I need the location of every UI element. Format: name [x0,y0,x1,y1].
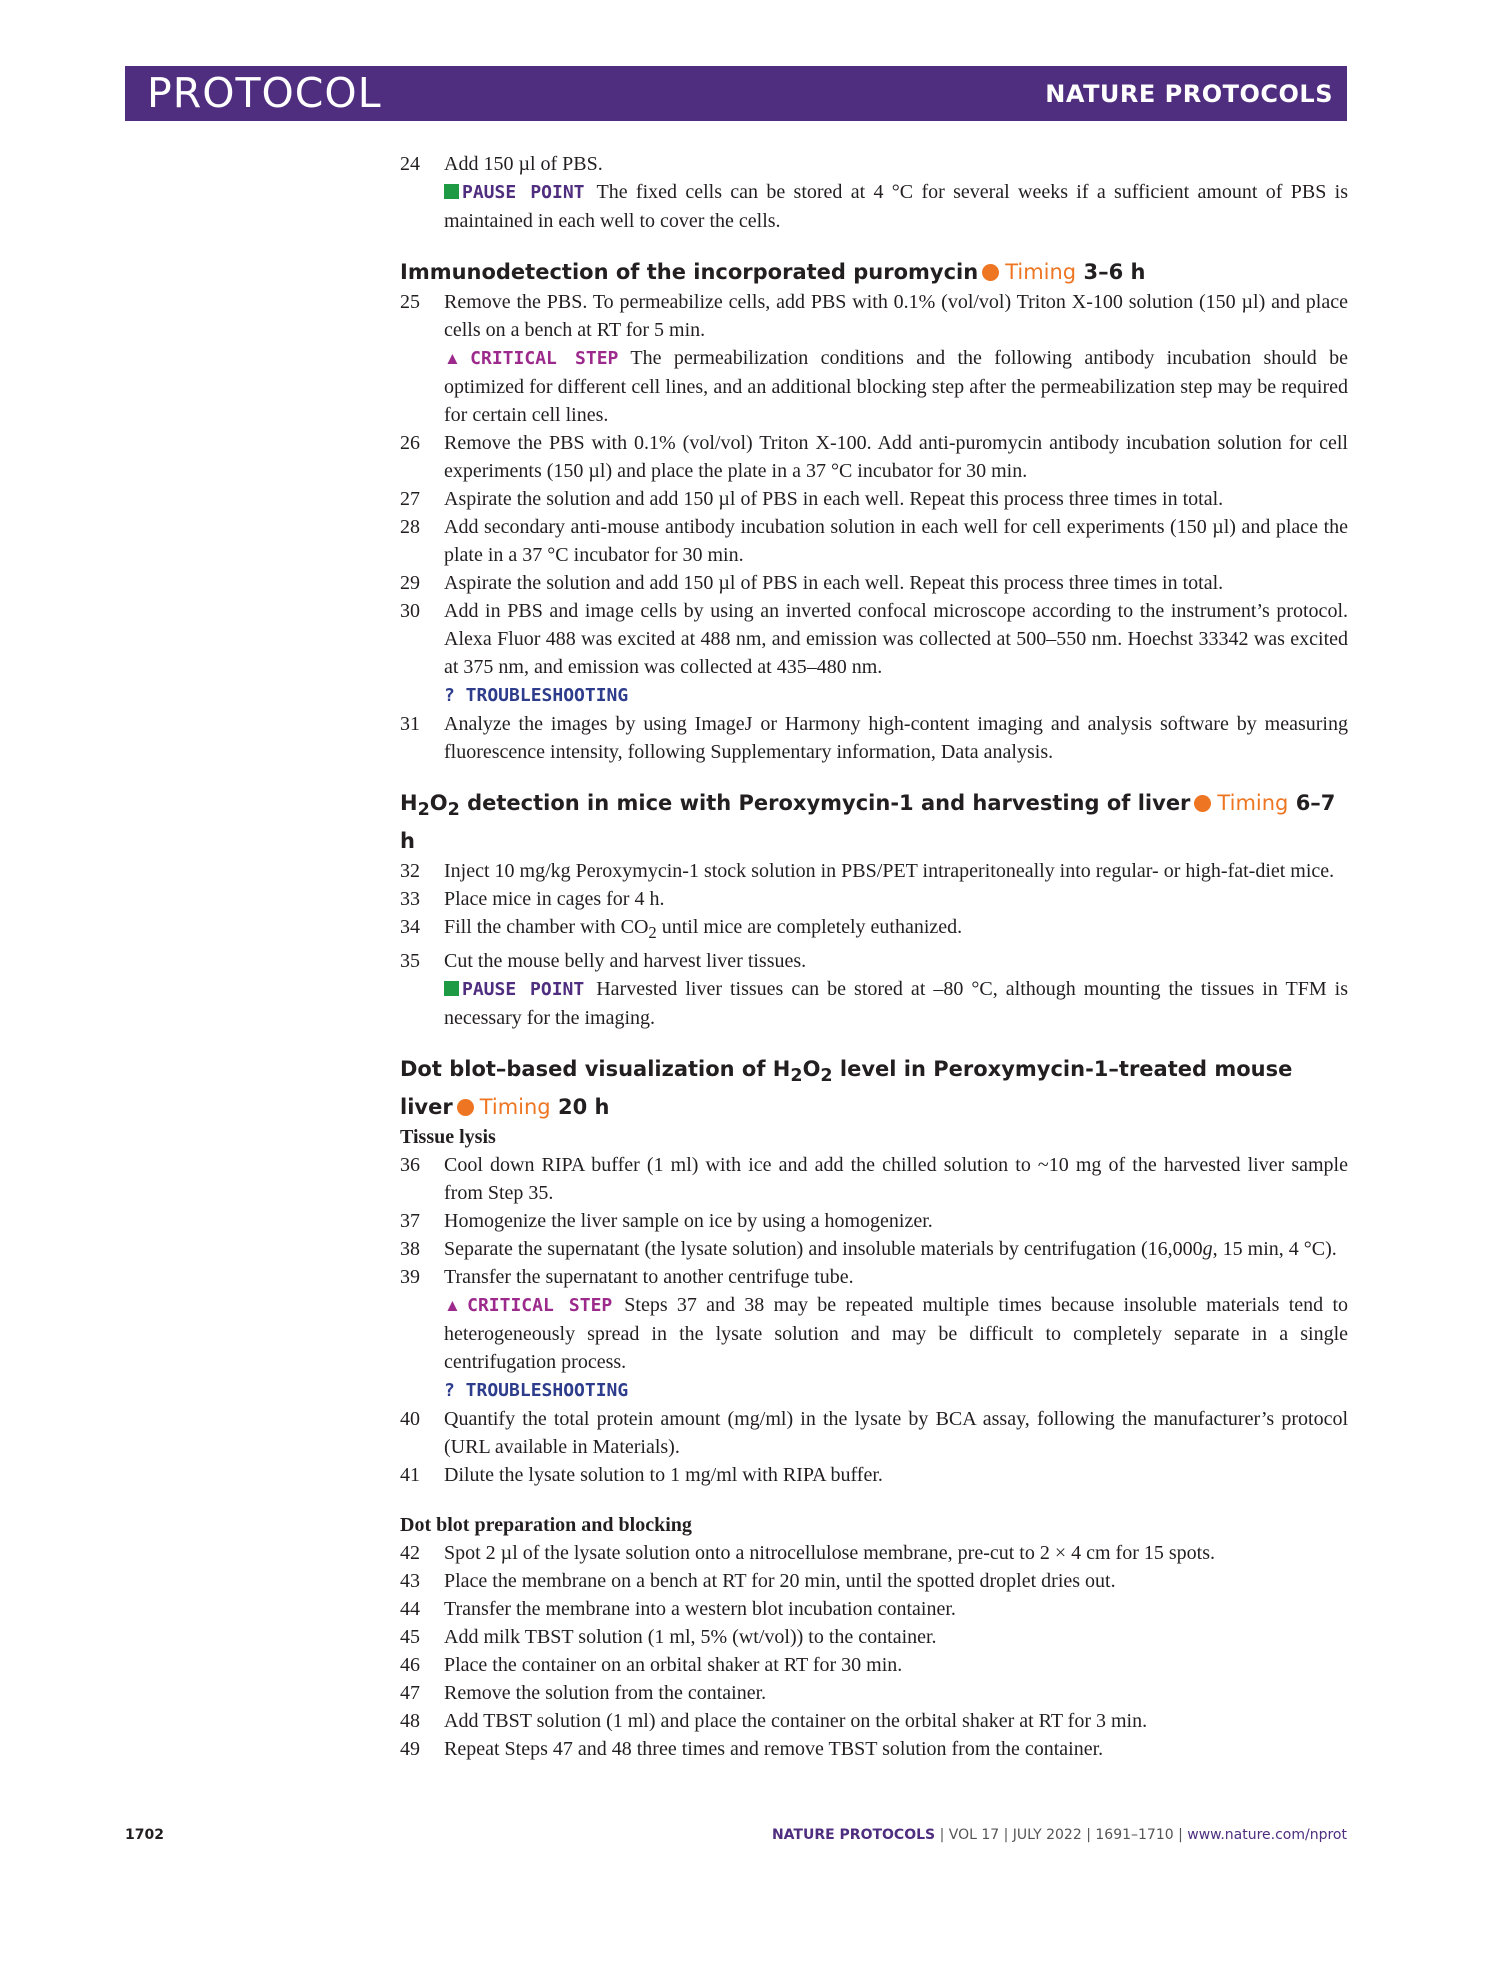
page-header [125,66,1347,121]
step-number: 28 [400,516,420,538]
step-number: 42 [400,1542,420,1565]
subscript: 2 [648,923,657,943]
timing-dot-icon [1194,795,1211,812]
separator: | [935,1827,949,1843]
timing-value: 6–7 h [400,791,1336,854]
formula-o: O [802,1057,821,1082]
step-number: 49 [400,1738,420,1761]
step-24 [400,150,1348,178]
step-32 [400,857,1348,885]
step-number: 32 [400,860,420,883]
step-34 [400,913,1348,947]
step-text: Cut the mouse belly and harvest liver tissues. [444,950,807,973]
step-text-cont: , 15 min, 4 °C). [1212,1238,1337,1261]
note-text: The permeabilization conditions and the following antibody incubation should be optimized for different cell lines, and an additional blocking step after the permeabilization step may be required for certain cell lines. [444,347,1348,426]
step-text: Place the membrane on a bench at RT for 20 min, until the spotted droplet dries out. [444,1570,1116,1593]
step-text: Dilute the lysate solution to 1 mg/ml with RIPA buffer. [444,1464,883,1487]
critical-step-note [400,344,1348,429]
subscript: 2 [790,1066,803,1087]
step-number: 41 [400,1464,420,1487]
step-text: Add milk TBST solution (1 ml, 5% (wt/vol)) to the container. [444,1626,937,1649]
step-number: 29 [400,572,420,594]
step-40 [400,1405,1348,1461]
separator: | [1081,1827,1096,1843]
step-33 [400,885,1348,913]
journal-url-link[interactable]: www.nature.com/nprot [1187,1827,1347,1843]
step-39 [400,1263,1348,1291]
step-text-cont: until mice are completely euthanized. [656,916,963,939]
note-text: The fixed cells can be stored at 4 °C for several weeks if a sufficient amount of PBS is maintained in each well to cover the cells. [444,181,1348,232]
step-41 [400,1461,1348,1489]
page-number: 1702 [125,1827,164,1843]
step-number: 27 [400,488,420,510]
step-35 [400,947,1348,975]
step-text: Repeat Steps 47 and 48 three times and remove TBST solution from the container. [444,1738,1104,1761]
g-force-unit: g [1202,1238,1213,1261]
step-text: Cool down RIPA buffer (1 ml) with ice and add the chilled solution to ~10 mg of the harvested liver sample from Step 35. [444,1154,1348,1205]
step-text: Remove the solution from the container. [444,1682,767,1705]
formula-h: H [400,791,418,815]
critical-step-note [400,1291,1348,1376]
step-text: Add 150 µl of PBS. [444,153,603,175]
timing-label: Timing [1005,260,1077,284]
section-heading-dot-blot [400,1054,1348,1123]
step-number: 39 [400,1266,420,1289]
warning-triangle-icon: ▲ [444,1296,466,1316]
subheading-tissue-lysis: Tissue lysis [400,1126,496,1149]
section-heading-immunodetection [400,257,1348,288]
step-text: Remove the PBS with 0.1% (vol/vol) Triton X-100. Add anti-puromycin antibody incubation solution for cell experiments (150 µl) and place the plate in a 37 °C incubator for 30 min. [444,432,1348,482]
step-text: Homogenize the liver sample on ice by using a homogenizer. [444,1210,933,1233]
step-29 [400,569,1348,597]
step-28 [400,513,1348,569]
critical-step-label: CRITICAL STEP [470,348,619,369]
step-number: 43 [400,1570,420,1593]
section-title: detection in mice with Peroxymycin-1 and harvesting of liver [459,791,1191,815]
formula-o: O [429,791,448,815]
timing-label: Timing [479,1095,551,1120]
step-text: Add TBST solution (1 ml) and place the container on the orbital shaker at RT for 3 min. [444,1710,1148,1733]
step-31 [400,710,1348,766]
step-text: Spot 2 µl of the lysate solution onto a nitrocellulose membrane, pre-cut to 2 × 4 cm for 15 spots. [444,1542,1215,1565]
section-heading-h2o2-detection [400,788,1348,857]
step-number: 37 [400,1210,420,1233]
step-27 [400,485,1348,513]
step-number: 46 [400,1654,420,1677]
step-number: 44 [400,1598,420,1621]
step-text: Place the container on an orbital shaker at RT for 30 min. [444,1654,903,1677]
step-text: Transfer the membrane into a western blot incubation container. [444,1598,956,1621]
step-43 [400,1567,1348,1595]
green-square-icon [444,184,459,199]
footer-volume: VOL 17 [948,1827,1000,1843]
troubleshooting-link[interactable] [400,1376,1348,1405]
step-text: Remove the PBS. To permeabilize cells, add PBS with 0.1% (vol/vol) Triton X-100 solution (150 µl) and place cells on a bench at RT for 5 min. [444,291,1348,341]
step-number: 34 [400,916,420,939]
subscript: 2 [417,800,430,821]
green-square-icon [444,981,459,996]
step-37 [400,1207,1348,1235]
section-title: Dot blot–based visualization of H [400,1057,791,1082]
troubleshooting-label[interactable]: ? TROUBLESHOOTING [444,1380,629,1402]
step-text: Separate the supernatant (the lysate solution) and insoluble materials by centrifugation (16,000 [444,1238,1203,1261]
step-number: 30 [400,600,420,622]
step-46 [400,1651,1348,1679]
step-text: Inject 10 mg/kg Peroxymycin-1 stock solution in PBS/PET intraperitoneally into regular- or high-fat-diet mice. [444,860,1335,883]
step-text: Aspirate the solution and add 150 µl of PBS in each well. Repeat this process three times in total. [444,488,1224,510]
subscript: 2 [447,800,460,821]
subheading-dot-blot-preparation: Dot blot preparation and blocking [400,1514,692,1537]
step-number: 47 [400,1682,420,1705]
timing-label: Timing [1217,791,1289,815]
warning-triangle-icon: ▲ [444,349,469,368]
step-44 [400,1595,1348,1623]
step-number: 38 [400,1238,420,1261]
step-text: Aspirate the solution and add 150 µl of PBS in each well. Repeat this process three times in total. [444,572,1224,594]
step-text: Analyze the images by using ImageJ or Harmony high-content imaging and analysis software by measuring fluorescence intensity, following Supplementary information, Data analysis. [444,713,1348,763]
timing-dot-icon [982,264,999,281]
step-number: 31 [400,713,420,735]
step-47 [400,1679,1348,1707]
pause-point-note [400,178,1348,235]
step-number: 35 [400,950,420,973]
pause-point-label: PAUSE POINT [462,182,585,203]
step-48 [400,1707,1348,1735]
section-title: Immunodetection of the incorporated puromycin [400,260,979,284]
step-text: Add in PBS and image cells by using an inverted confocal microscope according to the instrument’s protocol. Alexa Fluor 488 was excited at 488 nm, and emission was collected at 500–550 nm. Hoechst 33342 was excited at 375 nm, and emission was collected at 435–480 nm. [444,600,1348,678]
step-number: 26 [400,432,420,454]
step-number: 24 [400,153,420,175]
step-number: 36 [400,1154,420,1177]
separator: | [1173,1827,1188,1843]
step-42 [400,1539,1348,1567]
header-journal-name: NATURE PROTOCOLS [1045,80,1333,108]
troubleshooting-label[interactable]: ? TROUBLESHOOTING [444,685,629,706]
step-text: Add secondary anti-mouse antibody incubation solution in each well for cell experiments (150 µl) and place the plate in a 37 °C incubator for 30 min. [444,516,1348,566]
main-content [400,150,1348,1763]
step-30 [400,597,1348,681]
pause-point-label: PAUSE POINT [462,979,585,1001]
spacer [400,1489,1348,1511]
step-number: 25 [400,291,420,313]
step-36 [400,1151,1348,1207]
troubleshooting-link[interactable] [400,681,1348,710]
step-25 [400,288,1348,344]
step-number: 48 [400,1710,420,1733]
step-number: 40 [400,1408,420,1431]
step-number: 33 [400,888,420,911]
timing-value: 20 h [557,1095,610,1120]
step-text: Transfer the supernatant to another centrifuge tube. [444,1266,854,1289]
timing-value: 3–6 h [1083,260,1146,284]
header-section-label: PROTOCOL [147,69,382,117]
step-45 [400,1623,1348,1651]
step-38 [400,1235,1348,1263]
step-49 [400,1735,1348,1763]
separator: | [999,1827,1013,1843]
section-title-cont: level in Peroxymycin-1–treated mouse liver [400,1057,1293,1120]
footer-journal: NATURE PROTOCOLS [771,1827,936,1843]
note-text: Harvested liver tissues can be stored at –80 °C, although mounting the tissues in TFM is necessary for the imaging. [444,978,1348,1030]
journal-citation [772,1827,1347,1843]
pause-point-note [400,975,1348,1032]
timing-dot-icon [457,1099,474,1116]
step-number: 45 [400,1626,420,1649]
footer-date: JULY 2022 [1012,1827,1082,1843]
step-text: Quantify the total protein amount (mg/ml) in the lysate by BCA assay, following the manufacturer’s protocol (URL available in Materials). [444,1408,1348,1459]
step-26 [400,429,1348,485]
note-text: Steps 37 and 38 may be repeated multiple times because insoluble materials tend to heterogeneously spread in the lysate solution and may be difficult to completely separate in a single centrifugation process. [444,1294,1348,1374]
subscript: 2 [820,1066,833,1087]
critical-step-label: CRITICAL STEP [467,1295,613,1317]
step-text: Fill the chamber with CO [444,916,649,939]
footer-pages: 1691–1710 [1095,1827,1174,1843]
step-text: Place mice in cages for 4 h. [444,888,665,911]
